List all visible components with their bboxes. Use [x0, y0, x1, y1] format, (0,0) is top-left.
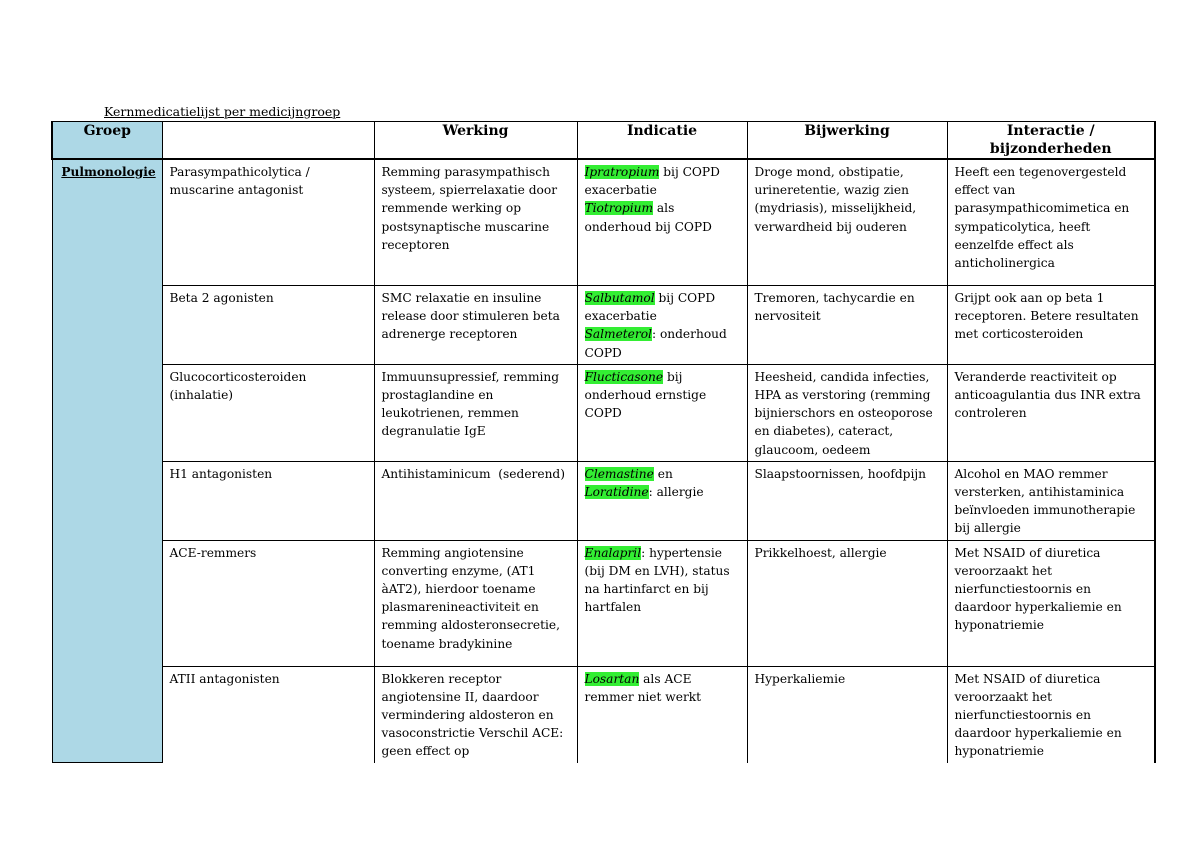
cell-klasse: ACE-remmers — [162, 540, 374, 666]
cell-interactie: Met NSAID of diuretica veroorzaakt het nierfunctiestoornis en daardoor hyperkaliemie en hyponatriemie — [947, 540, 1155, 666]
indicatie-text: als onderhoud bij COPD — [584, 201, 712, 234]
indicatie-text: : onderhoud COPD — [584, 327, 727, 360]
table-row — [52, 286, 1155, 365]
medication-table — [51, 121, 1156, 763]
drug-name: Salbutamol — [584, 291, 655, 305]
indicatie-text: bij COPD exacerbatie — [584, 291, 716, 324]
cell-indicatie — [577, 540, 747, 666]
cell-werking: SMC relaxatie en insuline release door stimuleren beta adrenerge receptoren — [374, 286, 577, 365]
indicatie-text: en — [653, 466, 673, 481]
cell-klasse: Parasympathicolytica / muscarine antagonist — [162, 159, 374, 286]
cell-bijwerking: Prikkelhoest, allergie — [747, 540, 947, 666]
cell-indicatie — [577, 159, 747, 286]
drug-name: Enalapril — [584, 545, 642, 560]
document-title: Kernmedicatielijst per medicijngroep — [104, 104, 341, 119]
drug-name: Losartan — [584, 671, 640, 686]
cell-interactie: Heeft een tegenovergesteld effect van parasympathicomimetica en sympaticolytica, heeft eenzelfde effect als anticholinergica — [947, 159, 1155, 286]
cell-interactie: Met NSAID of diuretica veroorzaakt het nierfunctiestoornis en daardoor hyperkaliemie en hyponatriemie — [947, 666, 1155, 763]
cell-interactie: Grijpt ook aan op beta 1 receptoren. Betere resultaten met corticosteroiden — [947, 286, 1155, 365]
drug-name: Ipratropium — [584, 165, 660, 179]
cell-interactie: Veranderde reactiviteit op anticoagulantia dus INR extra controleren — [947, 364, 1155, 461]
indicatie-text: als ACE remmer niet werkt — [584, 671, 702, 704]
table-row — [52, 540, 1155, 666]
header-groep: Groep — [52, 122, 162, 160]
cell-indicatie — [577, 286, 747, 365]
cell-indicatie — [577, 666, 747, 763]
cell-werking: Immuunsupressief, remming prostaglandine en leukotrienen, remmen degranulatie IgE — [374, 364, 577, 461]
cell-bijwerking: Droge mond, obstipatie, urineretentie, wazig zien (mydriasis), misselijkheid, verwardheid bij ouderen — [747, 159, 947, 286]
drug-name: Salmeterol — [584, 327, 652, 342]
cell-bijwerking: Tremoren, tachycardie en nervositeit — [747, 286, 947, 365]
header-werking: Werking — [374, 122, 577, 160]
table-row — [52, 666, 1155, 763]
cell-klasse: Beta 2 agonisten — [162, 286, 374, 365]
header-row — [52, 122, 1155, 160]
table-row — [52, 159, 1155, 286]
drug-name: Tiotropium — [584, 201, 654, 216]
group-label: Pulmonologie — [52, 159, 162, 763]
cell-werking: Blokkeren receptor angiotensine II, daardoor vermindering aldosteron en vasoconstrictie Verschil ACE: geen effect op — [374, 666, 577, 763]
indicatie-text: : hypertensie (bij DM en LVH), status na hartinfarct en bij hartfalen — [584, 545, 730, 615]
header-indicatie: Indicatie — [577, 122, 747, 160]
table-row — [52, 364, 1155, 461]
drug-name: Loratidine — [584, 485, 649, 500]
cell-bijwerking: Hyperkaliemie — [747, 666, 947, 763]
cell-werking: Antihistaminicum (sederend) — [374, 461, 577, 540]
cell-interactie: Alcohol en MAO remmer versterken, antihistaminica beïnvloeden immunotherapie bij allergie — [947, 461, 1155, 540]
drug-name: Flucticasone — [584, 369, 664, 384]
header-bijwerking: Bijwerking — [747, 122, 947, 160]
cell-indicatie — [577, 364, 747, 461]
cell-klasse: ATII antagonisten — [162, 666, 374, 763]
cell-klasse: Glucocorticosteroiden (inhalatie) — [162, 364, 374, 461]
table-row — [52, 461, 1155, 540]
cell-bijwerking: Heesheid, candida infecties, HPA as verstoring (remming bijnierschors en osteoporose en diabetes), cateract, glaucoom, oedeem — [747, 364, 947, 461]
cell-werking: Remming parasympathisch systeem, spierrelaxatie door remmende werking op postsynaptische muscarine receptoren — [374, 159, 577, 286]
cell-indicatie — [577, 461, 747, 540]
cell-bijwerking: Slaapstoornissen, hoofdpijn — [747, 461, 947, 540]
header-klasse — [162, 122, 374, 160]
drug-name: Clemastine — [584, 466, 654, 481]
indicatie-text: : allergie — [648, 485, 704, 500]
cell-werking: Remming angiotensine converting enzyme, (AT1 àAT2), hierdoor toename plasmarenineactiviteit en remming aldosteronsecretie, toename bradykinine — [374, 540, 577, 666]
cell-klasse: H1 antagonisten — [162, 461, 374, 540]
indicatie-text: bij onderhoud ernstige COPD — [584, 369, 707, 421]
header-interactie: Interactie / bijzonderheden — [947, 122, 1155, 160]
indicatie-text: bij COPD exacerbatie — [584, 165, 720, 198]
